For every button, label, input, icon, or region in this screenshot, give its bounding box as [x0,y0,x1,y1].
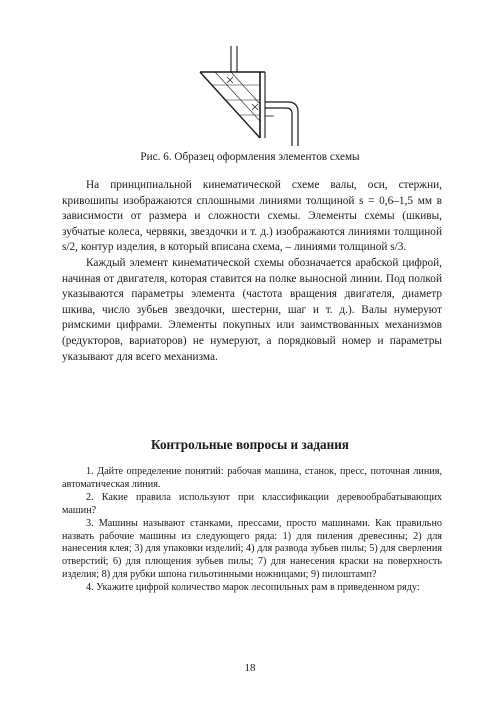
page-number: 18 [244,662,256,674]
kinematic-scheme-figure [190,44,310,152]
figure-caption: Рис. 6. Образец оформления элементов схемы [140,151,360,163]
section-title: Контрольные вопросы и задания [151,437,349,452]
question-item: 1. Дайте определение понятий: рабочая машина, станок, пресс, поточная линия, автоматическая линия. [62,466,442,490]
curved-pipe [265,108,292,146]
questions-list [62,466,442,595]
body-text [62,178,442,365]
construction-line [231,72,260,104]
paragraph: Каждый элемент кинематической схемы обозначается арабской цифрой, начиная от двигателя, которая ставится на полке выносной линии. Под полкой указываются параметры элемента (частота вращения двигателя, диаметр шкива, число зубьев звездочки, шестерни, шаг и т. д.). Валы нумеруют римскими цифрами. Элементы покупных или заимствованных механизмов (редукторов, вариаторов) не нумеруют, а порядковый номер и параметры указывают для всего механизма. [62,256,442,363]
question-item: 3. Машины называют станками, прессами, просто машинами. Как правильно назвать рабочие машины из следующего ряда: 1) для пиления древесины; 2) для нанесения клея; 3) для упаковки изделий; 4) для развода зубьев пилы; 5) для сверления отверстий; 6) для плющения зубьев пилы; 7) для нанесения краски на поверхность изделия; 8) для рубки шпона гильотинными ножницами; 9) пилоштамп? [62,517,442,581]
paragraph: На принципиальной кинематической схеме валы, оси, стержни, кривошипы изображаются сплошными линиями толщиной s = 0,6–1,5 мм в зависимости от размера и сложности схемы. Элементы схемы (шкивы, зубчатые колеса, червяки, звездочки и т. д.) изображаются линиями толщиной s/2, контур изделия, в который вписана схема, – линиями толщиной s/3. [62,179,442,254]
question-item: 2. Какие правила используют при классификации деревообрабатывающих машин? [62,491,442,516]
question-item: 4. Укажите цифрой количество марок лесопильных рам в приведенном ряду: [86,582,420,594]
